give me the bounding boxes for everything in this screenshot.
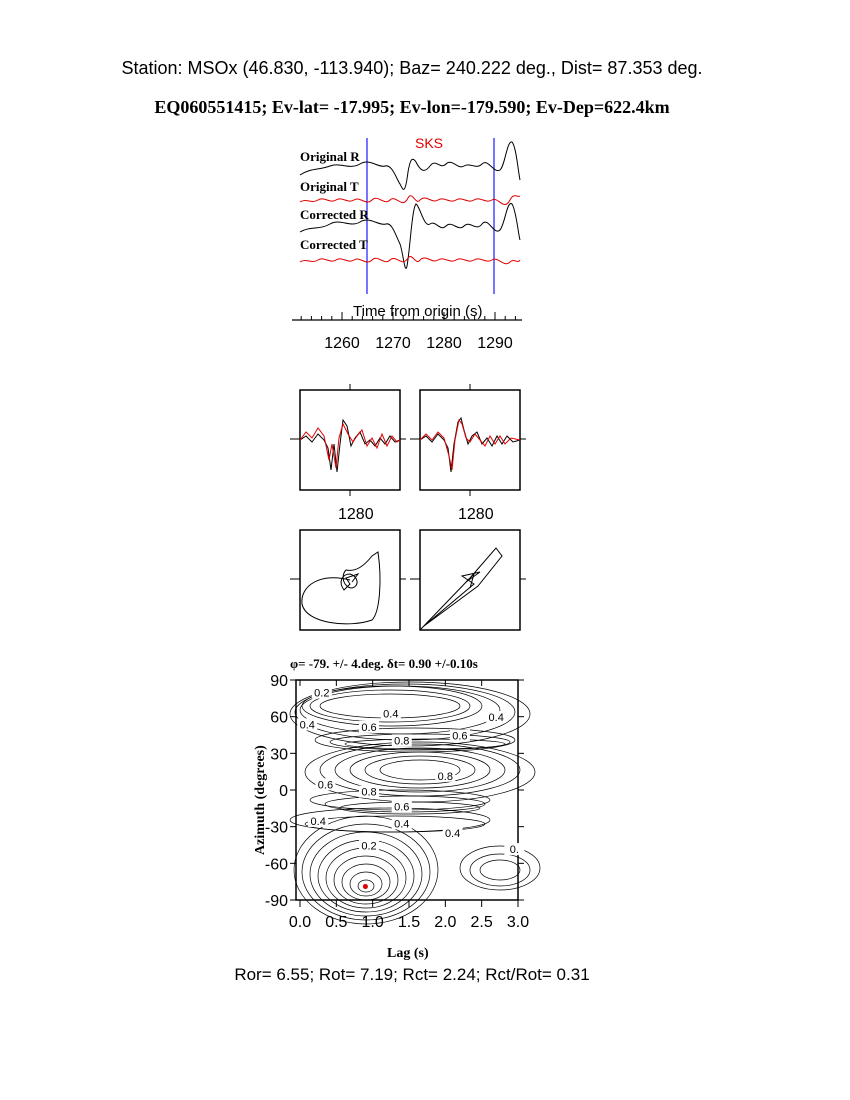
waveform-comparison-panels <box>290 384 526 523</box>
contour-label: 0.6 <box>452 730 468 743</box>
trace-label-corrected-t: Corrected T <box>300 237 368 252</box>
waveform-left-radial <box>300 420 400 472</box>
contour-label: 0.4 <box>383 708 399 721</box>
contour-label: 0.6 <box>317 779 334 792</box>
grid-x-tick-label: 0.0 <box>288 914 312 931</box>
trace-label-original-r: Original R <box>300 149 360 164</box>
contour-label: 0.2 <box>361 840 377 853</box>
contour-label: 0.2 <box>314 687 330 700</box>
grid-title: φ= -79. +/- 4.deg. δt= 0.90 +/-0.10s <box>290 656 478 671</box>
time-tick-label: 1270 <box>375 335 411 352</box>
grid-x-tick-label: 3.0 <box>506 914 530 931</box>
hodogram-panels <box>290 530 526 630</box>
station-header: Station: MSOx (46.830, -113.940); Baz= 240.222 deg., Dist= 87.353 deg. <box>121 58 703 78</box>
contour-label: 0.4 <box>488 712 504 725</box>
ratios-footer: Ror= 6.55; Rot= 7.19; Rct= 2.24; Rct/Rot= 0.31 <box>234 965 590 984</box>
time-tick-label: 1290 <box>477 335 513 352</box>
time-tick-label: 1260 <box>324 335 360 352</box>
time-tick-label: 1280 <box>426 335 462 352</box>
trace-corrected-t <box>300 256 520 263</box>
seismogram-panel <box>292 135 522 352</box>
contour-labels <box>297 687 524 856</box>
waveform-left-tick-label: 1280 <box>338 506 374 523</box>
grid-y-tick-label: -90 <box>264 893 288 910</box>
grid-x-tick-label: 2.0 <box>434 914 457 931</box>
contour-label: 0.4 <box>394 818 410 831</box>
contour-label: 0.8 <box>437 770 453 783</box>
grid-search-panel <box>253 656 540 961</box>
grid-y-tick-label: 60 <box>270 709 288 727</box>
contour-label: 0.8 <box>361 786 377 799</box>
trace-label-corrected-r: Corrected R <box>300 207 369 222</box>
contour-label: 0. <box>509 844 519 857</box>
grid-y-tick-label: -60 <box>264 856 288 874</box>
contour-label: 0.4 <box>299 719 315 732</box>
time-axis-label: Time from origin (s) <box>353 303 483 320</box>
grid-y-tick-label: 30 <box>270 746 288 764</box>
waveform-box-ticks <box>290 384 526 496</box>
waveform-right-tick-label: 1280 <box>458 506 494 523</box>
grid-y-tick-label: 0 <box>279 783 288 800</box>
waveform-left-transverse <box>300 424 400 468</box>
hodogram-left-path <box>302 552 380 624</box>
grid-y-tick-label: -30 <box>264 819 288 837</box>
hodogram-right-path <box>420 548 502 630</box>
best-fit-marker <box>363 884 368 889</box>
grid-x-tick-label: 1.5 <box>397 914 421 931</box>
trace-original-t <box>300 196 520 205</box>
contour-label: 0.6 <box>394 801 410 814</box>
grid-x-tick-label: 1.0 <box>361 914 384 931</box>
grid-x-tick-label: 2.5 <box>470 914 493 931</box>
waveform-right-radial <box>420 418 520 472</box>
trace-label-original-t: Original T <box>300 179 359 194</box>
contour-label: 0.4 <box>310 816 326 828</box>
waveform-right-transverse <box>420 420 520 470</box>
event-header: EQ060551415; Ev-lat= -17.995; Ev-lon=-179.590; Ev-Dep=622.4km <box>154 97 670 117</box>
contour-label: 0.4 <box>444 828 461 841</box>
grid-ylabel: Azimuth (degrees) <box>253 745 268 855</box>
grid-x-tick-label: 0.5 <box>325 914 348 931</box>
phase-label: SKS <box>415 135 444 151</box>
contour-label: 0.6 <box>361 721 377 734</box>
grid-y-tick-label: 90 <box>270 673 288 690</box>
contour-label: 0.8 <box>394 735 410 748</box>
grid-xlabel: Lag (s) <box>387 946 429 961</box>
